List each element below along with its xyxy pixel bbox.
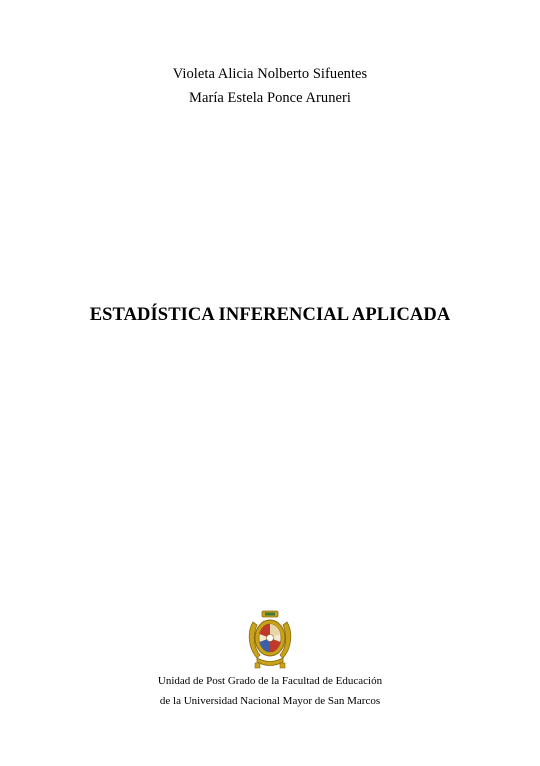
publisher-line-2: de la Universidad Nacional Mayor de San Marcos bbox=[159, 695, 381, 707]
author-name-1: Violeta Alicia Nolberto Sifuentes bbox=[172, 66, 368, 82]
publisher-line-1: Unidad de Post Grado de la Facultad de Educación bbox=[157, 675, 383, 687]
author-name-2: María Estela Ponce Aruneri bbox=[189, 90, 351, 106]
author-block bbox=[0, 62, 540, 110]
publisher-block bbox=[0, 671, 540, 711]
book-title: ESTADÍSTICA INFERENCIAL APLICADA bbox=[89, 305, 451, 325]
university-crest-icon bbox=[245, 610, 295, 670]
